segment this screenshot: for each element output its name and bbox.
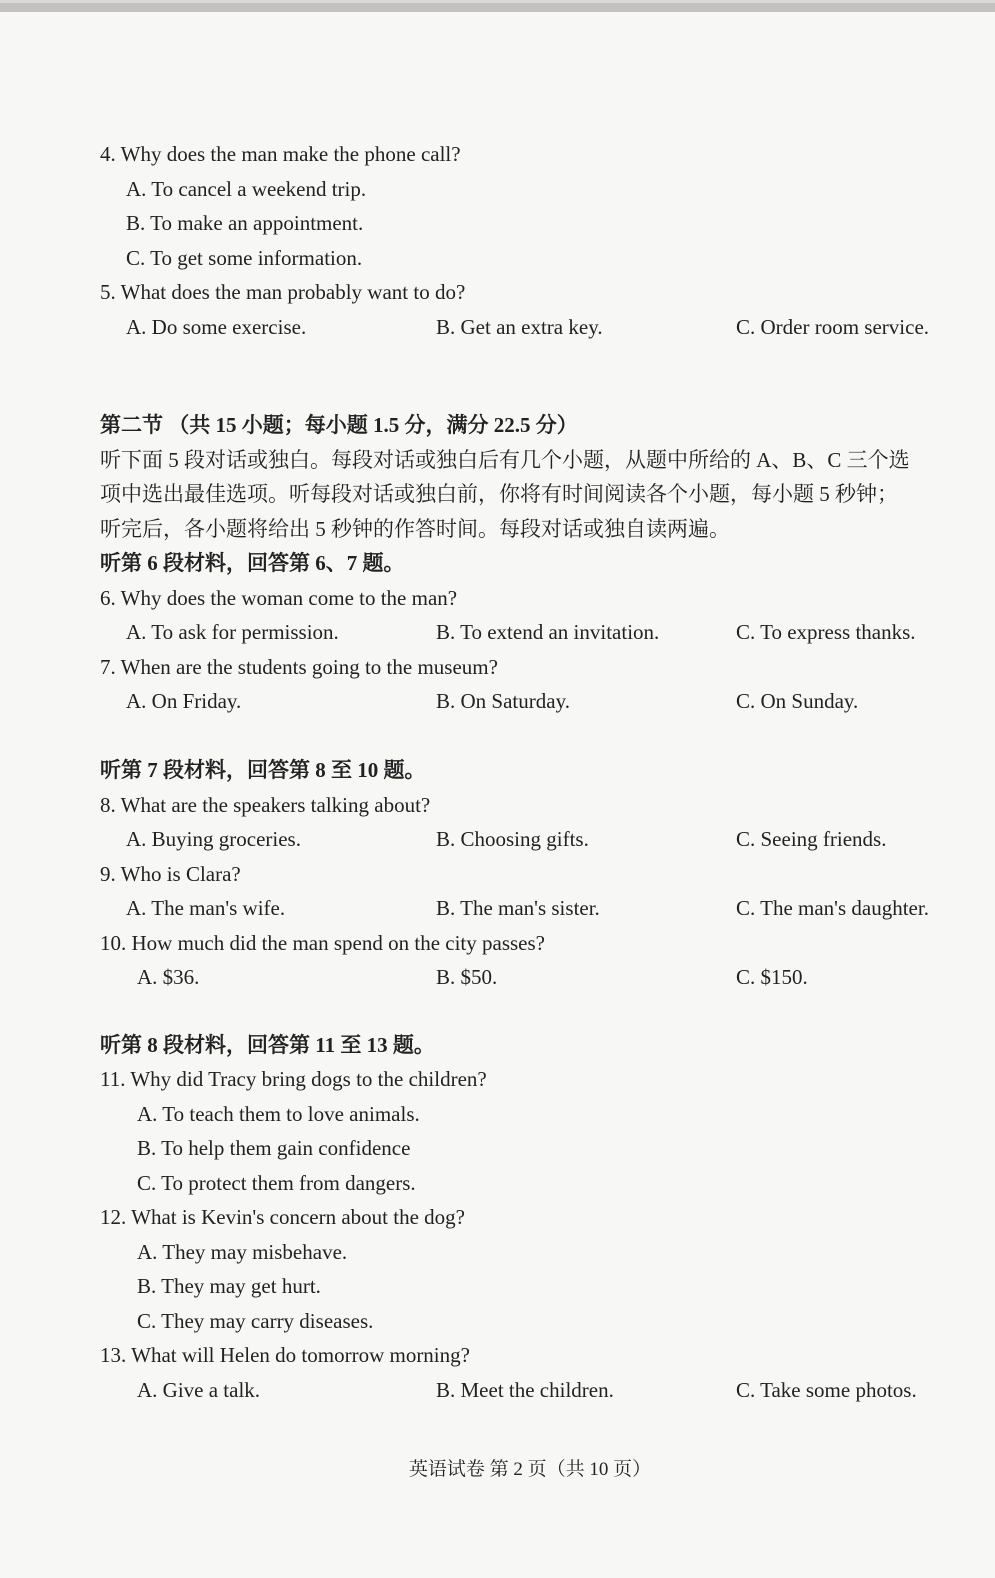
- question-4-option-a: A. To cancel a weekend trip.: [126, 176, 367, 201]
- question-8-prompt: 8. What are the speakers talking about?: [100, 792, 431, 817]
- question-7-prompt: 7. When are the students going to the museum?: [100, 654, 498, 679]
- question-8-options-row: [100, 822, 960, 857]
- question-7-options-row: [100, 684, 960, 719]
- question-5-prompt: 5. What does the man probably want to do?: [100, 280, 466, 304]
- question-13-options-row: [100, 1373, 960, 1408]
- question-5-option-b: B. Get an extra key.: [436, 314, 603, 339]
- question-4-option-c: C. To get some information.: [126, 245, 363, 270]
- section-two-heading: 第二节 （共 15 小题；每小题 1.5 分，满分 22.5 分）: [100, 413, 578, 437]
- question-8-option-b: B. Choosing gifts.: [436, 827, 589, 851]
- question-7-option-b: B. On Saturday.: [436, 689, 570, 713]
- question-6-option-b: B. To extend an invitation.: [436, 620, 660, 644]
- material-6-heading: 听第 6 段材料，回答第 6、7 题。: [100, 551, 405, 575]
- question-5-option-a: A. Do some exercise.: [126, 314, 307, 339]
- question-7-option-a: A. On Friday.: [126, 689, 242, 713]
- question-6-option-a: A. To ask for permission.: [126, 620, 339, 644]
- question-4-prompt: 4. Why does the man make the phone call?: [100, 142, 461, 166]
- question-5-option-c: C. Order room service.: [736, 314, 930, 339]
- question-13-option-a: A. Give a talk.: [137, 1377, 261, 1402]
- question-6-option-c: C. To express thanks.: [736, 620, 916, 644]
- question-8-option-a: A. Buying groceries.: [126, 827, 301, 851]
- question-9-option-c: C. The man's daughter.: [736, 896, 929, 920]
- question-10-prompt: 10. How much did the man spend on the city passes?: [100, 930, 545, 955]
- question-9-prompt: 9. Who is Clara?: [100, 861, 241, 886]
- question-11-option-c: C. To protect them from dangers.: [137, 1170, 416, 1195]
- question-5-options-row: [100, 310, 960, 345]
- question-12-option-a: A. They may misbehave.: [137, 1239, 348, 1264]
- question-12-option-c: C. They may carry diseases.: [137, 1308, 374, 1333]
- question-9-option-a: A. The man's wife.: [126, 896, 286, 920]
- page-footer: 英语试卷 第 2 页（共 10 页）: [408, 1459, 652, 1480]
- material-8-heading: 听第 8 段材料，回答第 11 至 13 题。: [100, 1032, 435, 1057]
- material-7-heading: 听第 7 段材料，回答第 8 至 10 题。: [100, 758, 426, 782]
- question-13-option-c: C. Take some photos.: [736, 1377, 917, 1402]
- question-11-option-b: B. To help them gain confidence: [137, 1136, 411, 1160]
- section-two-intro-line-3: 听完后，各小题将给出 5 秒钟的作答时间。每段对话或独自读两遍。: [100, 516, 730, 541]
- question-6-prompt: 6. Why does the woman come to the man?: [100, 585, 458, 610]
- question-6-options-row: [100, 615, 960, 650]
- question-10-option-b: B. $50.: [436, 965, 498, 989]
- section-two-intro-line-1: 听下面 5 段对话或独白。每段对话或独白后有几个小题，从题中所给的 A、B、C 三个选: [100, 447, 910, 472]
- question-10-options-row: [100, 960, 960, 995]
- question-11-prompt: 11. Why did Tracy bring dogs to the children?: [100, 1067, 487, 1091]
- question-13-prompt: 13. What will Helen do tomorrow morning?: [100, 1343, 470, 1367]
- question-7-option-c: C. On Sunday.: [736, 689, 859, 713]
- question-10-option-c: C. $150.: [736, 965, 808, 989]
- question-13-option-b: B. Meet the children.: [436, 1377, 614, 1402]
- exam-page: [0, 12, 995, 1488]
- question-8-option-c: C. Seeing friends.: [736, 827, 887, 851]
- question-12-option-b: B. They may get hurt.: [137, 1274, 321, 1298]
- question-10-option-a: A. $36.: [137, 965, 200, 989]
- question-4-option-b: B. To make an appointment.: [126, 211, 364, 235]
- question-12-prompt: 12. What is Kevin's concern about the dog?: [100, 1205, 465, 1229]
- question-11-option-a: A. To teach them to love animals.: [137, 1101, 420, 1126]
- question-9-option-b: B. The man's sister.: [436, 896, 600, 920]
- scan-top-bar: [0, 0, 995, 12]
- section-two-intro-line-2: 项中选出最佳选项。听每段对话或独白前，你将有时间阅读各个小题，每小题 5 秒钟；: [100, 482, 898, 506]
- question-9-options-row: [100, 891, 960, 926]
